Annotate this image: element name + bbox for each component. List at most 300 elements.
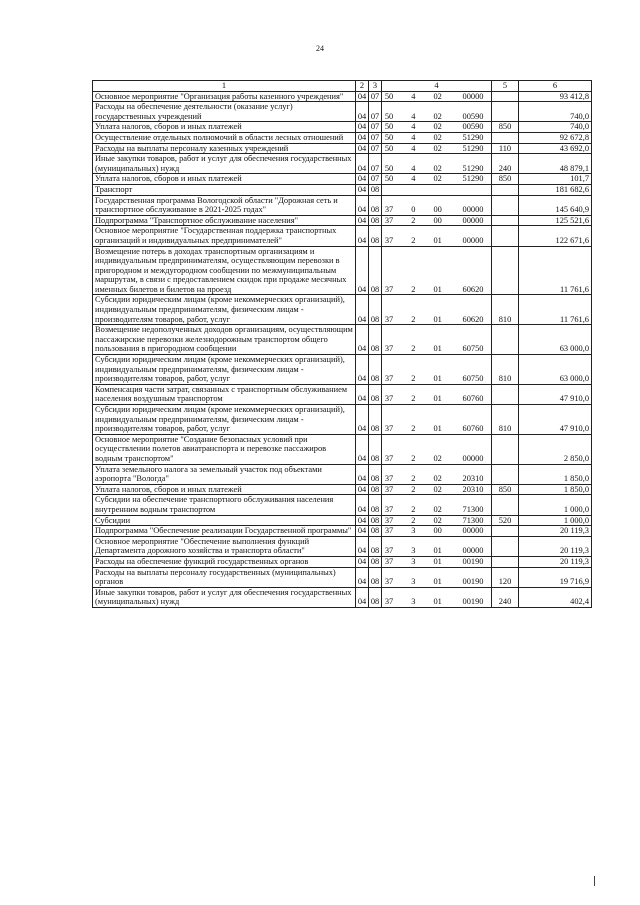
row-section: 04 xyxy=(356,325,369,355)
target-code-part: 3 xyxy=(411,556,416,566)
table-row xyxy=(93,515,592,526)
target-code-part: 2 xyxy=(411,374,416,384)
target-code-part: 00000 xyxy=(462,215,484,225)
row-expense-type xyxy=(492,464,519,484)
row-amount: 402,4 xyxy=(519,587,592,607)
target-code-parts xyxy=(382,285,491,295)
row-section: 04 xyxy=(356,246,369,295)
row-subsection: 08 xyxy=(369,195,382,215)
target-code-part: 2 xyxy=(411,284,416,294)
target-code-part: 2 xyxy=(411,394,416,404)
row-target-code xyxy=(382,226,492,246)
target-code-part: 37 xyxy=(384,424,394,434)
target-code-part: 02 xyxy=(433,484,442,494)
target-code-parts xyxy=(382,112,491,122)
target-code-parts xyxy=(382,205,491,215)
row-name: Основное мероприятие "Организация работы казенного учреждения" xyxy=(93,91,356,102)
row-name: Уплата земельного налога за земельный участок под объектами аэропорта "Вологда" xyxy=(93,464,356,484)
target-code-part: 2 xyxy=(411,504,416,514)
row-target-code xyxy=(382,567,492,587)
target-code-part: 37 xyxy=(384,344,394,354)
row-section: 04 xyxy=(356,154,369,174)
table-row xyxy=(93,526,592,537)
row-section: 04 xyxy=(356,536,369,556)
table-row xyxy=(93,384,592,404)
target-code-part: 4 xyxy=(411,132,416,142)
table-row xyxy=(93,215,592,226)
row-subsection: 08 xyxy=(369,434,382,464)
table-row xyxy=(93,174,592,185)
row-target-code xyxy=(382,384,492,404)
row-subsection: 08 xyxy=(369,384,382,404)
row-expense-type: 810 xyxy=(492,355,519,385)
target-code-part: 2 xyxy=(411,484,416,494)
row-subsection: 08 xyxy=(369,587,382,607)
row-target-code xyxy=(382,184,492,195)
header-row xyxy=(93,81,592,92)
target-code-part: 01 xyxy=(433,546,442,556)
table-row xyxy=(93,484,592,495)
target-code-part: 00590 xyxy=(462,122,484,132)
row-name: Возмещение потерь в доходах транспортным организациям и индивидуальным предпринимателям, осуществляющим перевозки в пригородном и междугородном сообщении по межмуниципальным маршрутам, в связи с предоставлением скидок при продаже месячных именных билетов и билетов на проезд xyxy=(93,246,356,295)
page-number: 24 xyxy=(316,44,324,53)
row-amount: 47 910,0 xyxy=(519,384,592,404)
row-name: Подпрограмма "Транспортное обслуживание населения" xyxy=(93,215,356,226)
target-code-parts xyxy=(382,424,491,434)
row-expense-type xyxy=(492,91,519,102)
row-amount: 63 000,0 xyxy=(519,355,592,385)
row-name: Субсидии юридическим лицам (кроме некоммерческих организаций), индивидуальным предпринимателям, физическим лицам - производителям товаров, работ, услуг xyxy=(93,405,356,435)
target-code-part: 50 xyxy=(384,163,394,173)
row-name: Основное мероприятие "Обеспечение выполнения функций Департамента дорожного хозяйства и транспорта области" xyxy=(93,536,356,556)
row-subsection: 08 xyxy=(369,556,382,567)
target-code-part: 37 xyxy=(384,314,394,324)
row-amount: 740,0 xyxy=(519,122,592,133)
header-cell-target-code: 4 xyxy=(382,81,492,92)
row-subsection: 08 xyxy=(369,295,382,325)
row-amount: 20 119,3 xyxy=(519,536,592,556)
target-code-part: 3 xyxy=(411,577,416,587)
target-code-part: 00000 xyxy=(462,453,484,463)
target-code-part: 50 xyxy=(384,174,394,184)
target-code-part: 02 xyxy=(433,132,442,142)
row-expense-type xyxy=(492,184,519,195)
row-subsection: 08 xyxy=(369,495,382,515)
row-subsection: 08 xyxy=(369,226,382,246)
target-code-part: 51290 xyxy=(462,163,484,173)
target-code-part: 60750 xyxy=(462,374,484,384)
row-name: Субсидии юридическим лицам (кроме некоммерческих организаций), индивидуальным предпринимателям, физическим лицам - производителям товаров, работ, услуг xyxy=(93,295,356,325)
target-code-part: 4 xyxy=(411,143,416,153)
row-section: 04 xyxy=(356,122,369,133)
row-section: 04 xyxy=(356,434,369,464)
table-row xyxy=(93,355,592,385)
target-code-parts xyxy=(382,505,491,515)
target-code-part: 37 xyxy=(384,556,394,566)
target-code-part: 37 xyxy=(384,526,394,536)
target-code-part: 02 xyxy=(433,515,442,525)
target-code-parts xyxy=(382,236,491,246)
row-expense-type: 850 xyxy=(492,484,519,495)
header-cell-subsection: 3 xyxy=(369,81,382,92)
target-code-part: 00190 xyxy=(462,577,484,587)
row-amount: 1 850,0 xyxy=(519,464,592,484)
row-section: 04 xyxy=(356,526,369,537)
table-row xyxy=(93,464,592,484)
target-code-part: 20310 xyxy=(462,474,484,484)
row-target-code xyxy=(382,91,492,102)
target-code-part: 0 xyxy=(411,205,416,215)
target-code-part: 00000 xyxy=(462,546,484,556)
target-code-part: 51290 xyxy=(462,174,484,184)
table-row xyxy=(93,405,592,435)
row-section: 04 xyxy=(356,355,369,385)
row-subsection: 07 xyxy=(369,122,382,133)
target-code-parts xyxy=(382,315,491,325)
target-code-part: 2 xyxy=(411,424,416,434)
row-name: Расходы на обеспечение функций государственных органов xyxy=(93,556,356,567)
row-expense-type xyxy=(492,246,519,295)
row-subsection: 08 xyxy=(369,515,382,526)
row-section: 04 xyxy=(356,567,369,587)
target-code-parts xyxy=(382,144,491,154)
target-code-part: 37 xyxy=(384,453,394,463)
header-cell-amount: 6 xyxy=(519,81,592,92)
row-expense-type xyxy=(492,434,519,464)
target-code-part: 02 xyxy=(433,122,442,132)
target-code-part: 37 xyxy=(384,205,394,215)
target-code-part: 3 xyxy=(411,597,416,607)
row-section: 04 xyxy=(356,132,369,143)
target-code-parts xyxy=(382,122,491,132)
row-target-code xyxy=(382,122,492,133)
row-amount: 43 692,0 xyxy=(519,143,592,154)
target-code-part: 01 xyxy=(433,597,442,607)
target-code-part: 2 xyxy=(411,474,416,484)
row-section: 04 xyxy=(356,556,369,567)
row-target-code xyxy=(382,102,492,122)
target-code-part: 02 xyxy=(433,174,442,184)
target-code-part: 51290 xyxy=(462,143,484,153)
row-target-code xyxy=(382,143,492,154)
target-code-parts xyxy=(382,174,491,184)
target-code-part: 02 xyxy=(433,163,442,173)
row-subsection: 07 xyxy=(369,102,382,122)
target-code-parts xyxy=(382,454,491,464)
target-code-part: 02 xyxy=(433,504,442,514)
target-code-part: 02 xyxy=(433,143,442,153)
row-target-code xyxy=(382,515,492,526)
target-code-part: 00 xyxy=(433,215,442,225)
row-target-code xyxy=(382,484,492,495)
table-row xyxy=(93,587,592,607)
row-amount: 48 879,1 xyxy=(519,154,592,174)
target-code-part: 2 xyxy=(411,235,416,245)
target-code-parts xyxy=(382,394,491,404)
row-section: 04 xyxy=(356,384,369,404)
target-code-part: 37 xyxy=(384,474,394,484)
row-section: 04 xyxy=(356,464,369,484)
table-row xyxy=(93,132,592,143)
target-code-part: 60620 xyxy=(462,314,484,324)
row-amount: 19 716,9 xyxy=(519,567,592,587)
row-amount: 11 761,6 xyxy=(519,246,592,295)
header-cell-name: 1 xyxy=(93,81,356,92)
row-section: 04 xyxy=(356,515,369,526)
table-row xyxy=(93,246,592,295)
target-code-part: 01 xyxy=(433,314,442,324)
target-code-part: 37 xyxy=(384,374,394,384)
target-code-part: 4 xyxy=(411,163,416,173)
row-name: Уплата налогов, сборов и иных платежей xyxy=(93,174,356,185)
row-section: 04 xyxy=(356,102,369,122)
target-code-part: 2 xyxy=(411,515,416,525)
target-code-part: 3 xyxy=(411,546,416,556)
table-row xyxy=(93,295,592,325)
row-name: Расходы на обеспечение деятельности (оказание услуг) государственных учреждений xyxy=(93,102,356,122)
target-code-part: 37 xyxy=(384,515,394,525)
row-expense-type xyxy=(492,325,519,355)
row-amount: 63 000,0 xyxy=(519,325,592,355)
target-code-parts xyxy=(382,516,491,526)
row-name: Осуществление отдельных полномочий в области лесных отношений xyxy=(93,132,356,143)
row-target-code xyxy=(382,195,492,215)
target-code-part: 51290 xyxy=(462,132,484,142)
row-expense-type xyxy=(492,132,519,143)
row-subsection: 07 xyxy=(369,132,382,143)
target-code-part: 20310 xyxy=(462,484,484,494)
target-code-part: 60760 xyxy=(462,424,484,434)
row-amount: 20 119,3 xyxy=(519,526,592,537)
target-code-part: 37 xyxy=(384,597,394,607)
row-expense-type: 520 xyxy=(492,515,519,526)
table-row xyxy=(93,195,592,215)
row-name: Государственная программа Вологодской области "Дорожная сеть и транспортное обслуживание в 2021-2025 годах" xyxy=(93,195,356,215)
row-expense-type: 120 xyxy=(492,567,519,587)
table-row xyxy=(93,495,592,515)
row-name: Субсидии юридическим лицам (кроме некоммерческих организаций), индивидуальным предпринимателям, физическим лицам - производителям товаров, работ, услуг xyxy=(93,355,356,385)
target-code-part: 00000 xyxy=(462,235,484,245)
target-code-part: 01 xyxy=(433,284,442,294)
target-code-part: 2 xyxy=(411,453,416,463)
row-expense-type: 810 xyxy=(492,405,519,435)
row-amount: 1 000,0 xyxy=(519,495,592,515)
target-code-part: 71300 xyxy=(462,504,484,514)
row-expense-type xyxy=(492,556,519,567)
target-code-part: 4 xyxy=(411,122,416,132)
target-code-parts xyxy=(382,164,491,174)
target-code-part: 60620 xyxy=(462,284,484,294)
row-amount: 145 640,9 xyxy=(519,195,592,215)
target-code-part: 60750 xyxy=(462,344,484,354)
row-subsection: 07 xyxy=(369,154,382,174)
target-code-part: 00000 xyxy=(462,91,484,101)
row-section: 04 xyxy=(356,484,369,495)
row-expense-type xyxy=(492,526,519,537)
target-code-part: 01 xyxy=(433,344,442,354)
table-row xyxy=(93,325,592,355)
target-code-part: 00 xyxy=(433,526,442,536)
target-code-part: 01 xyxy=(433,374,442,384)
row-target-code xyxy=(382,295,492,325)
target-code-part: 37 xyxy=(384,215,394,225)
row-section: 04 xyxy=(356,495,369,515)
table-row xyxy=(93,226,592,246)
row-amount: 92 672,8 xyxy=(519,132,592,143)
row-amount: 47 910,0 xyxy=(519,405,592,435)
row-expense-type xyxy=(492,495,519,515)
target-code-part: 01 xyxy=(433,394,442,404)
target-code-part: 50 xyxy=(384,122,394,132)
row-subsection: 07 xyxy=(369,174,382,185)
row-amount: 740,0 xyxy=(519,102,592,122)
table-row xyxy=(93,122,592,133)
row-name: Расходы на выплаты персоналу казенных учреждений xyxy=(93,143,356,154)
row-subsection: 08 xyxy=(369,184,382,195)
target-code-parts xyxy=(382,133,491,143)
row-name: Возмещение недополученных доходов организациям, осуществляющим пассажирские перевозки железнодорожным транспортом общего пользования в пригородном сообщении xyxy=(93,325,356,355)
row-subsection: 08 xyxy=(369,464,382,484)
target-code-parts xyxy=(382,374,491,384)
row-name: Транспорт xyxy=(93,184,356,195)
row-target-code xyxy=(382,246,492,295)
row-subsection: 07 xyxy=(369,143,382,154)
header-cell-section: 2 xyxy=(356,81,369,92)
row-target-code xyxy=(382,526,492,537)
row-target-code xyxy=(382,132,492,143)
row-section: 04 xyxy=(356,184,369,195)
row-subsection: 08 xyxy=(369,484,382,495)
row-target-code xyxy=(382,355,492,385)
target-code-part: 4 xyxy=(411,174,416,184)
row-amount: 1 000,0 xyxy=(519,515,592,526)
row-section: 04 xyxy=(356,174,369,185)
target-code-parts xyxy=(382,474,491,484)
row-name: Иные закупки товаров, работ и услуг для обеспечения государственных (муниципальных) нужд xyxy=(93,587,356,607)
row-target-code xyxy=(382,556,492,567)
row-target-code xyxy=(382,587,492,607)
target-code-part: 37 xyxy=(384,284,394,294)
target-code-part: 01 xyxy=(433,235,442,245)
row-name: Основное мероприятие "Государственная поддержка транспортных организаций и индивидуальных предпринимателей" xyxy=(93,226,356,246)
row-amount: 20 119,3 xyxy=(519,556,592,567)
target-code-part: 02 xyxy=(433,111,442,121)
row-target-code xyxy=(382,434,492,464)
row-target-code xyxy=(382,405,492,435)
row-name: Субсидии xyxy=(93,515,356,526)
target-code-part: 00000 xyxy=(462,205,484,215)
target-code-parts xyxy=(382,577,491,587)
row-expense-type: 850 xyxy=(492,122,519,133)
row-subsection: 08 xyxy=(369,215,382,226)
row-amount: 11 761,6 xyxy=(519,295,592,325)
row-amount: 122 671,6 xyxy=(519,226,592,246)
row-subsection: 08 xyxy=(369,405,382,435)
target-code-parts xyxy=(382,485,491,495)
row-section: 04 xyxy=(356,587,369,607)
row-subsection: 08 xyxy=(369,536,382,556)
target-code-part: 60760 xyxy=(462,394,484,404)
row-expense-type: 850 xyxy=(492,174,519,185)
target-code-part: 3 xyxy=(411,526,416,536)
row-name: Расходы на выплаты персоналу государственных (муниципальных) органов xyxy=(93,567,356,587)
row-name: Уплата налогов, сборов и иных платежей xyxy=(93,122,356,133)
row-target-code xyxy=(382,536,492,556)
target-code-part: 37 xyxy=(384,546,394,556)
row-section: 04 xyxy=(356,143,369,154)
row-subsection: 08 xyxy=(369,355,382,385)
row-amount: 101,7 xyxy=(519,174,592,185)
row-amount: 181 682,6 xyxy=(519,184,592,195)
target-code-part: 02 xyxy=(433,453,442,463)
target-code-part: 37 xyxy=(384,484,394,494)
row-expense-type xyxy=(492,102,519,122)
target-code-part: 37 xyxy=(384,235,394,245)
row-subsection: 08 xyxy=(369,246,382,295)
target-code-part: 2 xyxy=(411,314,416,324)
row-target-code xyxy=(382,495,492,515)
row-amount: 1 850,0 xyxy=(519,484,592,495)
target-code-part: 00190 xyxy=(462,597,484,607)
target-code-part: 4 xyxy=(411,111,416,121)
target-code-part: 37 xyxy=(384,577,394,587)
target-code-part: 2 xyxy=(411,215,416,225)
row-expense-type: 110 xyxy=(492,143,519,154)
row-expense-type: 240 xyxy=(492,587,519,607)
target-code-part: 50 xyxy=(384,143,394,153)
target-code-part: 50 xyxy=(384,111,394,121)
target-code-part: 2 xyxy=(411,344,416,354)
row-expense-type: 240 xyxy=(492,154,519,174)
row-section: 04 xyxy=(356,195,369,215)
target-code-part: 37 xyxy=(384,394,394,404)
row-amount: 125 521,6 xyxy=(519,215,592,226)
row-name: Компенсация части затрат, связанных с транспортным обслуживанием населения воздушным транспортом xyxy=(93,384,356,404)
edge-mark xyxy=(594,876,595,886)
row-expense-type xyxy=(492,536,519,556)
table-row xyxy=(93,154,592,174)
table-row xyxy=(93,434,592,464)
row-expense-type: 810 xyxy=(492,295,519,325)
row-name: Иные закупки товаров, работ и услуг для обеспечения государственных (муниципальных) нужд xyxy=(93,154,356,174)
row-target-code xyxy=(382,464,492,484)
row-name: Уплата налогов, сборов и иных платежей xyxy=(93,484,356,495)
target-code-part: 00000 xyxy=(462,526,484,536)
target-code-parts xyxy=(382,344,491,354)
target-code-part: 02 xyxy=(433,474,442,484)
row-subsection: 08 xyxy=(369,567,382,587)
target-code-parts xyxy=(382,546,491,556)
row-amount: 93 412,8 xyxy=(519,91,592,102)
budget-table xyxy=(92,80,592,608)
row-target-code xyxy=(382,215,492,226)
target-code-parts xyxy=(382,597,491,607)
target-code-part: 00190 xyxy=(462,556,484,566)
row-section: 04 xyxy=(356,215,369,226)
table-row xyxy=(93,567,592,587)
row-name: Субсидии на обеспечение транспортного обслуживания населения внутренним водным транспортом xyxy=(93,495,356,515)
table-row xyxy=(93,102,592,122)
target-code-part: 50 xyxy=(384,132,394,142)
header-cell-expense-type: 5 xyxy=(492,81,519,92)
row-expense-type xyxy=(492,215,519,226)
table-row xyxy=(93,184,592,195)
row-section: 04 xyxy=(356,405,369,435)
row-target-code xyxy=(382,154,492,174)
row-expense-type xyxy=(492,226,519,246)
row-amount: 2 850,0 xyxy=(519,434,592,464)
row-expense-type xyxy=(492,384,519,404)
